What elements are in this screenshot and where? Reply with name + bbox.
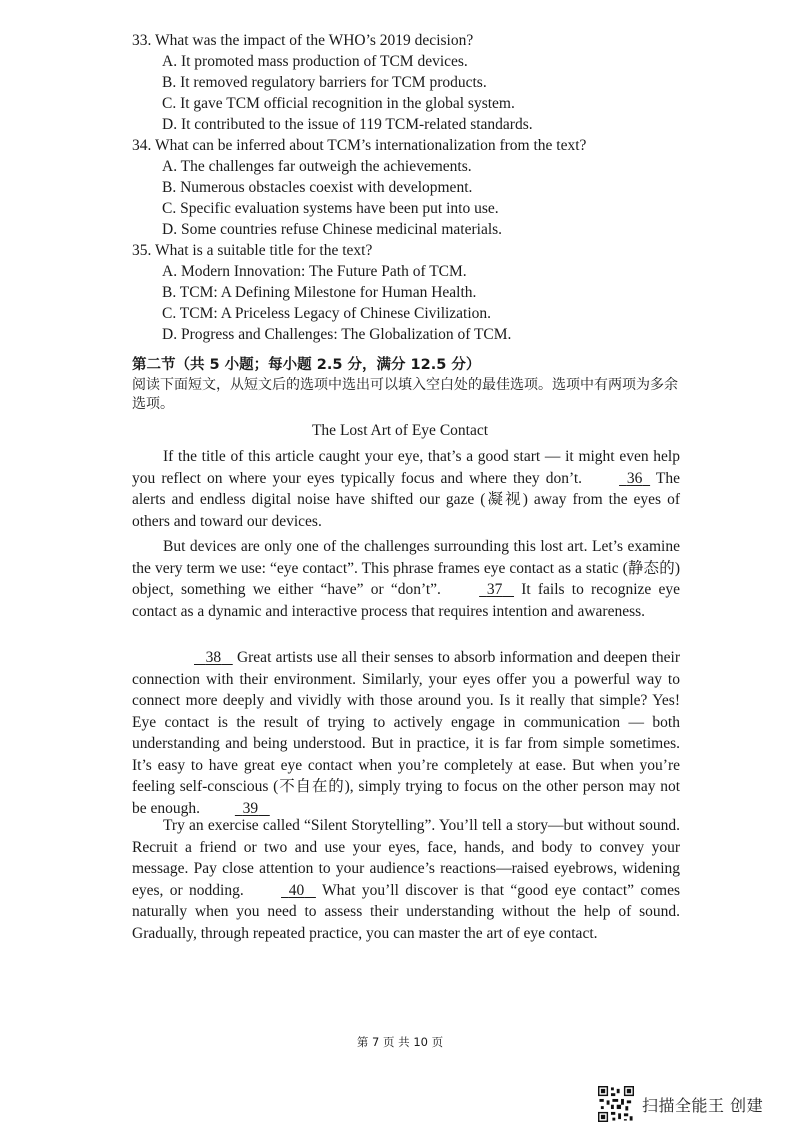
article-paragraph-3 <box>132 647 680 819</box>
paragraph-2-text-b: It fails to recognize eye contact as a dynamic and interactive process that requires intention and awareness. <box>132 581 681 620</box>
question-35-option-d: D. Progress and Challenges: The Globalization of TCM. <box>162 326 512 343</box>
question-33-stem: 33. What was the impact of the WHO’s 2019 decision? <box>132 32 474 49</box>
article-paragraph-1 <box>132 446 680 532</box>
section-header <box>132 354 680 414</box>
section-title: 第二节（共 5 小题；每小题 2.5 分，满分 12.5 分） <box>132 357 481 373</box>
section-instruction: 阅读下面短文，从短文后的选项中选出可以填入空白处的最佳选项。选项中有两项为多余选项。 <box>132 377 678 412</box>
question-33-option-d: D. It contributed to the issue of 119 TCM-related standards. <box>162 116 533 133</box>
question-33-option-c: C. It gave TCM official recognition in the global system. <box>162 95 515 112</box>
question-33-option-b: B. It removed regulatory barriers for TCM products. <box>162 74 487 91</box>
paragraph-1-text-b: The alerts and endless digital noise have shifted our gaze (凝视) away from the eyes of others and toward our devices. <box>132 469 680 530</box>
article-title: The Lost Art of Eye Contact <box>311 422 489 439</box>
blank-40 <box>250 880 316 902</box>
blank-36 <box>588 468 650 490</box>
question-34-option-c: C. Specific evaluation systems have been put into use. <box>162 200 499 217</box>
question-34-option-a: A. The challenges far outweigh the achievements. <box>162 158 472 175</box>
question-35-option-b: B. TCM: A Defining Milestone for Human Health. <box>162 284 477 301</box>
paragraph-4-text-b: What you’ll discover is that “good eye contact” comes naturally when you need to assess their understanding without the help of sound. Gradually, through repeated practice, you can master the art of eye contact. <box>132 881 680 942</box>
scanner-label: 扫描全能王 创建 <box>642 1095 764 1115</box>
paragraph-3-text-a: Great artists use all their senses to absorb information and deepen their connection with their environment. Similarly, your eyes offer you a powerful way to connect more deeply and vividly with those around you. Is it really that simple? Yes! Eye contact is the result of trying to actively engage in communication — both understanding and being understood. But in practice, it is far from simple sometimes. It’s easy to have great eye contact when you’re completely at ease. But when you’re feeling self-conscious (不自在的), simply trying to focus on the other person may not be enough. <box>132 649 680 817</box>
question-33-option-a: A. It promoted mass production of TCM devices. <box>162 53 468 70</box>
article-paragraph-4 <box>132 815 680 944</box>
blank-39-number: 39 <box>242 799 259 817</box>
blank-37-number: 37 <box>486 581 503 598</box>
qr-code-icon <box>598 1086 634 1122</box>
scanner-watermark <box>598 1086 763 1122</box>
blank-38-number: 38 <box>205 649 222 666</box>
blank-38 <box>163 647 233 669</box>
question-34-option-b: B. Numerous obstacles coexist with development. <box>162 179 473 196</box>
paragraph-2-text-a: But devices are only one of the challenges surrounding this lost art. Let’s examine the very term we use: “eye contact”. This phrase frames eye contact as a static (静态的) object, something we either “have” or “don’t”. <box>132 538 680 598</box>
blank-37 <box>448 579 514 601</box>
article-paragraph-2 <box>132 536 680 622</box>
blank-40-number: 40 <box>288 881 305 899</box>
question-block <box>132 30 692 345</box>
question-34-stem: 34. What can be inferred about TCM’s internationalization from the text? <box>132 137 587 154</box>
question-35-stem: 35. What is a suitable title for the text? <box>132 242 373 259</box>
paragraph-1-text-a: If the title of this article caught your eye, that’s a good start — it might even help you reflect on where your eyes typically focus and where they don’t. <box>132 448 680 487</box>
question-35-option-a: A. Modern Innovation: The Future Path of TCM. <box>162 263 467 280</box>
question-34-option-d: D. Some countries refuse Chinese medicinal materials. <box>162 221 503 238</box>
blank-36-number: 36 <box>626 469 643 487</box>
question-35-option-c: C. TCM: A Priceless Legacy of Chinese Civilization. <box>162 305 492 322</box>
paragraph-4-text-a: Try an exercise called “Silent Storytelling”. You’ll tell a story—but without sound. Recruit a friend or two and use your eyes, face, hands, and body to convey your message. Pay close attention to your audience’s reactions—raised eyebrows, widening eyes, or nodding. <box>132 817 680 899</box>
page-number: 第 7 页 共 10 页 <box>356 1035 444 1049</box>
